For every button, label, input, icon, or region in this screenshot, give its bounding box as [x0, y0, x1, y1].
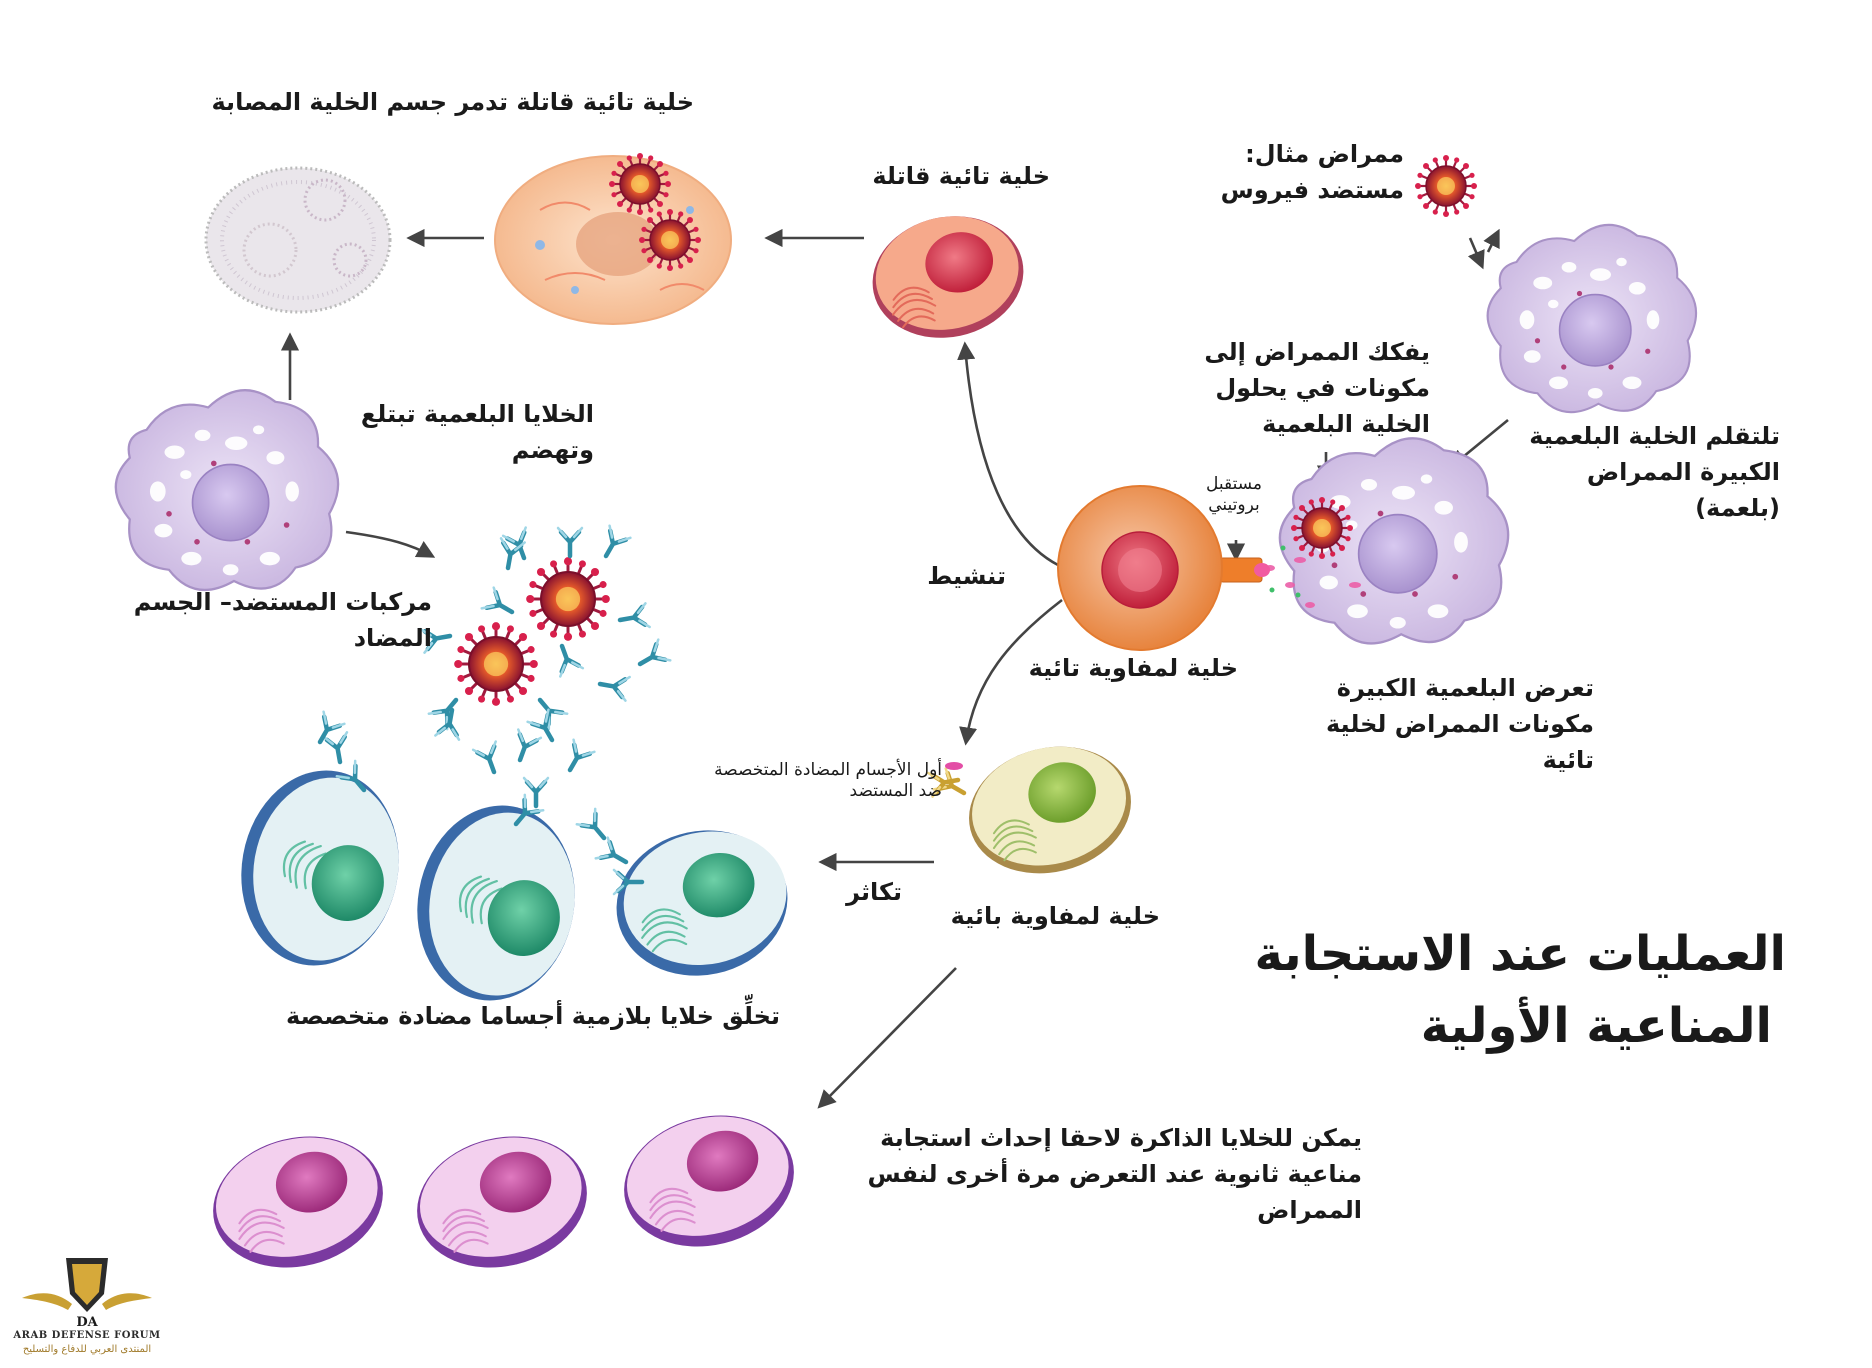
first-antibodies-line2: ضد المستضد — [849, 781, 942, 801]
pathogen-label-line2: مستضد فيروس — [1220, 176, 1404, 204]
killer-t-cell — [861, 203, 1035, 352]
protein-receptor-line2: بروتيني — [1208, 495, 1260, 515]
b-cell — [955, 730, 1144, 890]
b-cell-label: خلية لمفاوية بائية — [950, 902, 1160, 930]
antigen-antibody-line2: المضاد — [353, 624, 432, 652]
macrophage-engulfs-line2: الكبيرة الممراض — [1586, 458, 1780, 486]
protein-receptor-label — [1206, 474, 1262, 516]
arrow-macro-to-complex — [346, 532, 432, 556]
plasma-cells-label: تخلِّق خلايا بلازمية أجساما مضادة متخصصة — [286, 1002, 780, 1030]
arrow-activation-to-killer — [965, 345, 1058, 565]
antigen-antibody-label — [134, 584, 432, 656]
macrophage-engulfs-line1: تلتقلم الخلية البلعمية — [1529, 422, 1780, 450]
arab-defense-forum-logo — [12, 1248, 162, 1366]
memory-cells-line2: مناعية ثانوية عند التعرض مرة أخرى لنفس — [867, 1160, 1362, 1188]
memory-cell-2 — [403, 1119, 601, 1285]
first-antibodies-line1: أول الأجسام المضادة المتخصصة — [714, 760, 942, 780]
plasma-cell-1 — [226, 758, 414, 978]
helper-t-cell — [1058, 486, 1222, 650]
antigen-antibody-line1: مركبات المستضد– الجسم — [133, 588, 432, 616]
activation-label: تنشيط — [927, 562, 1006, 590]
macrophage-digest-cell — [116, 390, 338, 590]
plasma-cell-3 — [603, 815, 801, 992]
diagram-title-line2: المناعية الأولية — [1420, 998, 1772, 1054]
macrophage-presents-line2: مكونات الممراض لخلية — [1325, 710, 1594, 738]
phagocytes-digest-line2: وتهضم — [511, 436, 594, 464]
phagocytes-digest-line1: الخلايا البلعمية تبتلع — [360, 400, 594, 428]
memory-cell-1 — [199, 1119, 397, 1285]
pathogen-broken-line3: الخلية البلعمية — [1262, 410, 1430, 438]
logo-name: ARAB DEFENSE FORUM — [13, 1330, 161, 1341]
diagram-title — [1255, 918, 1786, 1062]
macrophage-engulf-cell — [1488, 225, 1696, 412]
pathogen-broken-line2: مكونات في يحلول — [1215, 374, 1430, 402]
logo-mark: DA — [76, 1315, 98, 1330]
plasma-cell-2 — [402, 793, 590, 1013]
helper-t-label: خلية لمفاوية تائية — [1028, 654, 1238, 682]
memory-cells-line3: الممراض — [1257, 1196, 1362, 1224]
killer-t-label: خلية تائية قاتلة — [872, 162, 1050, 190]
virus-pathogen-icon — [1415, 155, 1477, 217]
pathogen-broken-line1: يفكك الممراض إلى — [1204, 338, 1430, 366]
antigen-marker-icon — [945, 762, 963, 770]
destroyed-cell — [206, 168, 390, 312]
logo-arabic: المنتدى العربي للدفاع والتسليح — [22, 1344, 152, 1355]
memory-cell-3 — [610, 1098, 808, 1264]
killer-destroys-label: خلية تائية قاتلة تدمر جسم الخلية المصابة — [211, 88, 694, 116]
eagle-icon — [12, 1248, 162, 1332]
antigen-antibody-complex — [420, 526, 670, 740]
macrophage-presenting-cell — [1265, 438, 1508, 643]
memory-cells-label — [868, 1120, 1362, 1228]
macrophage-engulfs-line3: (بلعمة) — [1695, 494, 1780, 522]
macrophage-presents-label — [1326, 670, 1594, 778]
arrow-to-memory — [820, 968, 956, 1106]
proliferation-label: تكاثر — [846, 878, 902, 906]
pathogen-label-line1: ممراض مثال: — [1245, 140, 1404, 168]
arrow-pathogen-down — [1470, 238, 1482, 266]
arrow-pathogen-up — [1488, 232, 1498, 252]
phagocytes-digest-label — [361, 396, 594, 468]
protein-receptor-line1: مستقبل — [1205, 474, 1262, 494]
macrophage-presents-line1: تعرض البلعمية الكبيرة — [1336, 674, 1594, 702]
infected-cell — [495, 153, 731, 324]
macrophage-engulfs-label — [1529, 418, 1780, 526]
macrophage-presents-line3: تائية — [1542, 746, 1594, 774]
antigen-fragment-icon — [1254, 563, 1270, 577]
pathogen-label — [1221, 136, 1404, 208]
pathogen-broken-label — [1204, 334, 1430, 442]
memory-cells-line1: يمكن للخلايا الذاكرة لاحقا إحداث استجابة — [880, 1124, 1362, 1152]
diagram-title-line1: العمليات عند الاستجابة — [1254, 926, 1786, 982]
first-antibodies-label — [714, 760, 942, 802]
